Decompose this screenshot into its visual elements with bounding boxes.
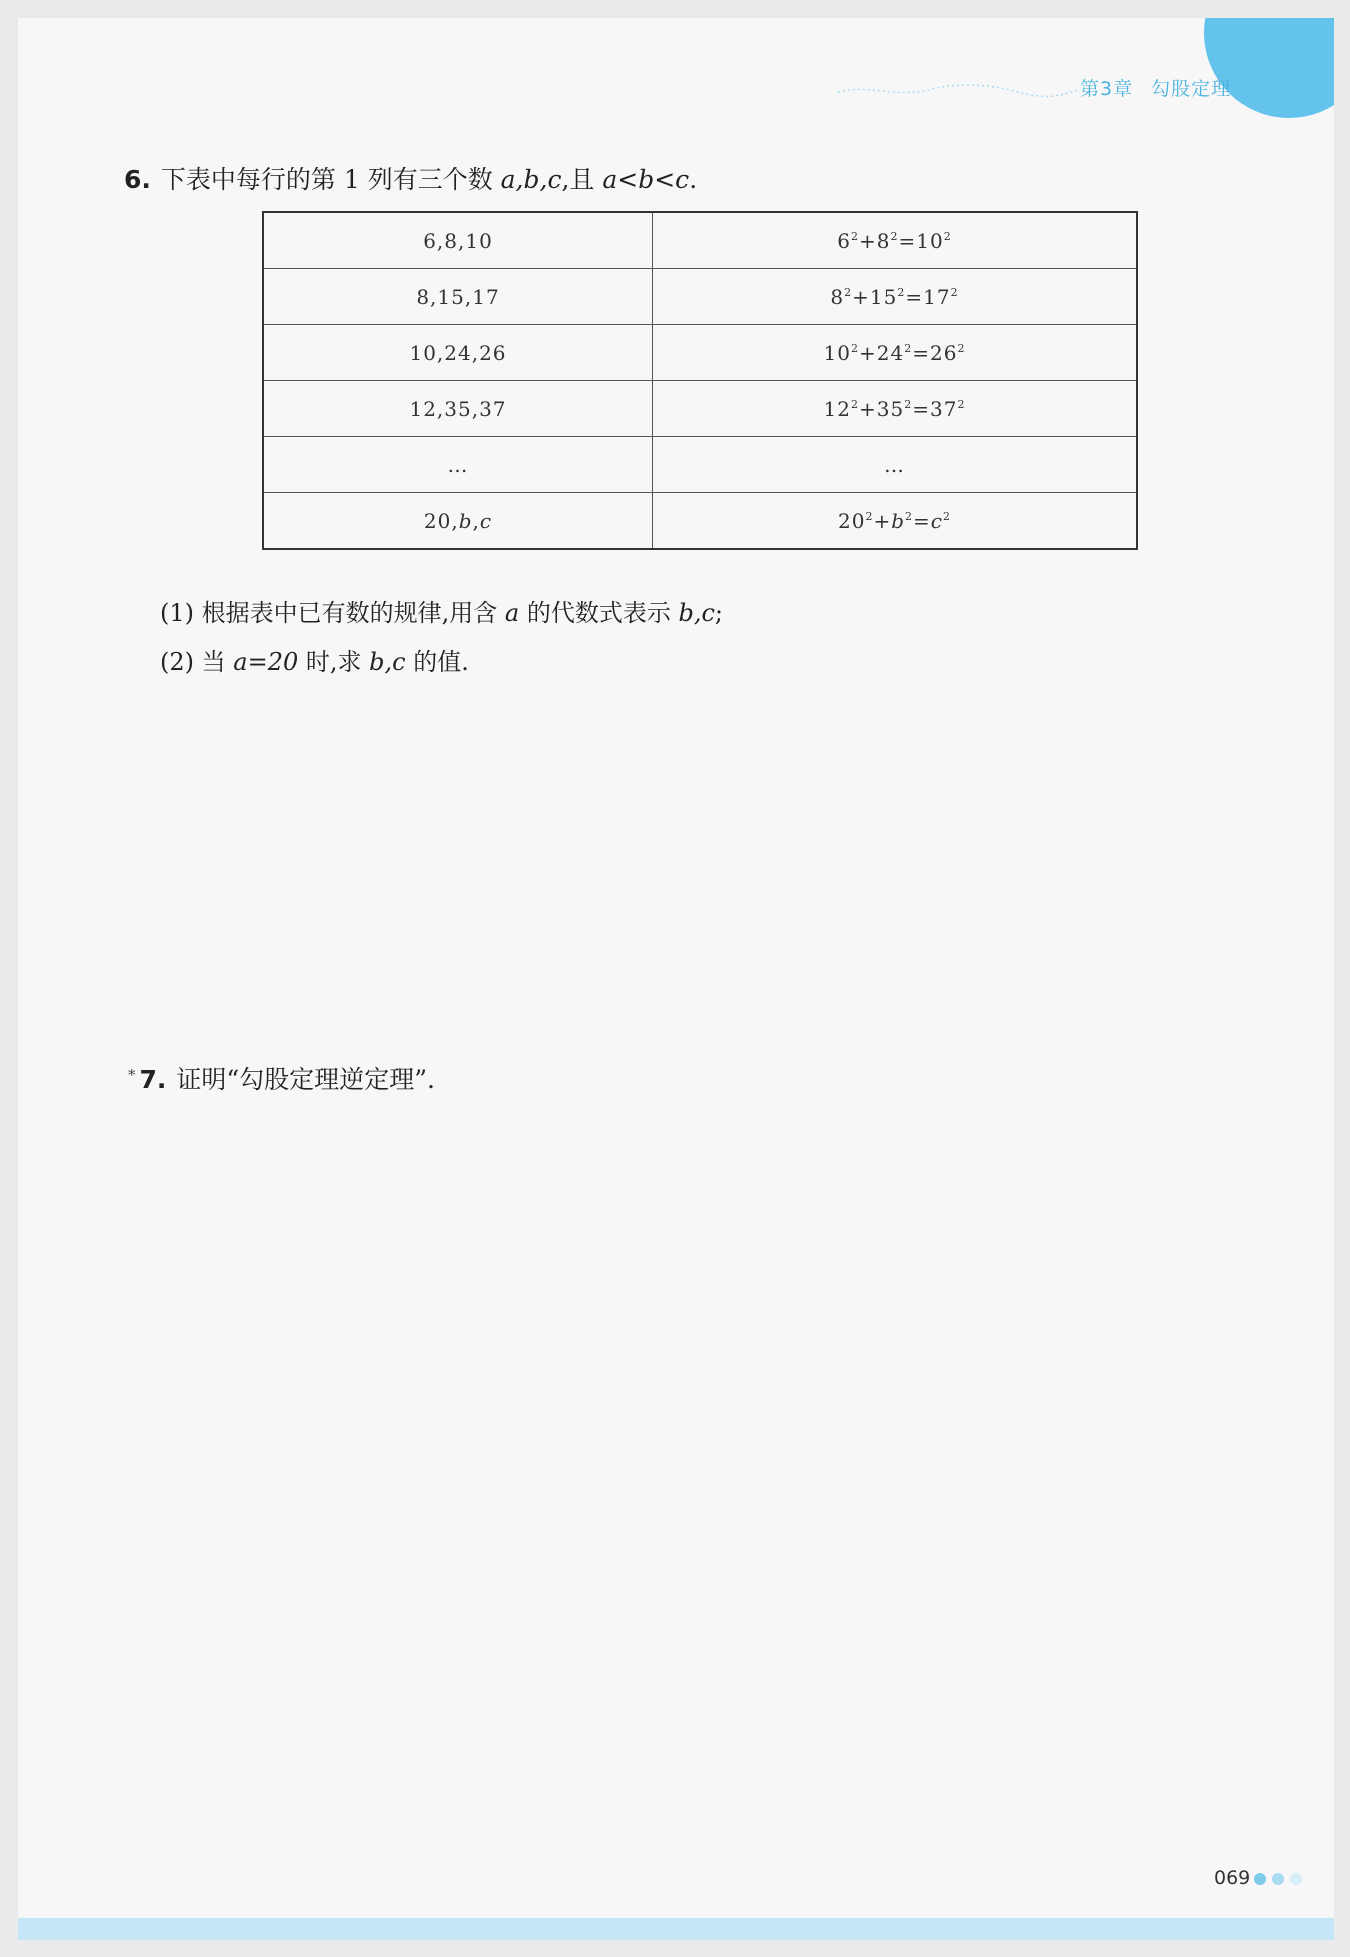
problem-6-statement (124, 160, 697, 196)
corner-decoration (1204, 18, 1334, 118)
statement-inequality: a<b<c (602, 165, 690, 194)
subquestion-vars: b,c (369, 648, 406, 676)
header-wave-decoration (838, 80, 1078, 100)
problem-7-statement (128, 1060, 435, 1096)
triple-cell: 6,8,10 (263, 212, 653, 269)
triple-cell: … (263, 437, 653, 493)
subquestion-text: 的代数式表示 (519, 599, 679, 627)
subquestion-text: 时,求 (298, 648, 370, 676)
page-number: 069 (1214, 1867, 1251, 1889)
statement-text: . (689, 165, 698, 194)
pythagorean-table (262, 211, 1138, 550)
equation-cell: $12^2+35^2=37^2$ (653, 381, 1138, 437)
subquestion-vars: b,c (678, 599, 715, 627)
equation-cell: $20^2+b^2=c^2$ (653, 493, 1138, 550)
footer-dot (1290, 1873, 1302, 1885)
subquestion-text: 根据表中已有数的规律,用含 (201, 599, 505, 627)
table-row (263, 269, 1137, 325)
problem-number: 7. (139, 1065, 167, 1094)
subquestion-var: a (504, 599, 520, 627)
subquestion-2 (160, 642, 469, 677)
chapter-title: 勾股定理 (1151, 78, 1232, 100)
triple-cell: 10,24,26 (263, 325, 653, 381)
subquestion-text: 的值. (405, 648, 469, 676)
equation-cell: $6^2+8^2=10^2$ (653, 212, 1138, 269)
footer-dot (1272, 1873, 1284, 1885)
footer-band (18, 1918, 1334, 1940)
chapter-header (1080, 74, 1231, 101)
footer-dot (1254, 1873, 1266, 1885)
triple-cell: 20,b,c (263, 493, 653, 550)
statement-vars: a,b,c (500, 165, 562, 194)
triple-cell: 8,15,17 (263, 269, 653, 325)
table-row (263, 381, 1137, 437)
subquestion-text: 当 (201, 648, 234, 676)
table-row (263, 437, 1137, 493)
subquestion-equation: a=20 (233, 648, 299, 676)
table-row (263, 212, 1137, 269)
subquestion-text: ; (714, 599, 724, 627)
subquestion-number: (1) (160, 599, 194, 627)
statement-text: ,且 (561, 165, 603, 194)
equation-cell: … (653, 437, 1138, 493)
equation-cell: $10^2+24^2=26^2$ (653, 325, 1138, 381)
statement-text: 下表中每行的第 1 列有三个数 (160, 165, 501, 194)
problem-number: 6. (124, 165, 151, 194)
textbook-page (18, 18, 1334, 1940)
subquestion-1 (160, 593, 723, 628)
subquestion-number: (2) (160, 648, 194, 676)
equation-cell: $8^2+15^2=17^2$ (653, 269, 1138, 325)
table-row (263, 493, 1137, 550)
triple-cell: 12,35,37 (263, 381, 653, 437)
table-row (263, 325, 1137, 381)
optional-star-mark: * (128, 1066, 136, 1084)
chapter-label: 第3章 (1080, 78, 1134, 100)
statement-text: 证明“勾股定理逆定理”. (176, 1065, 435, 1094)
